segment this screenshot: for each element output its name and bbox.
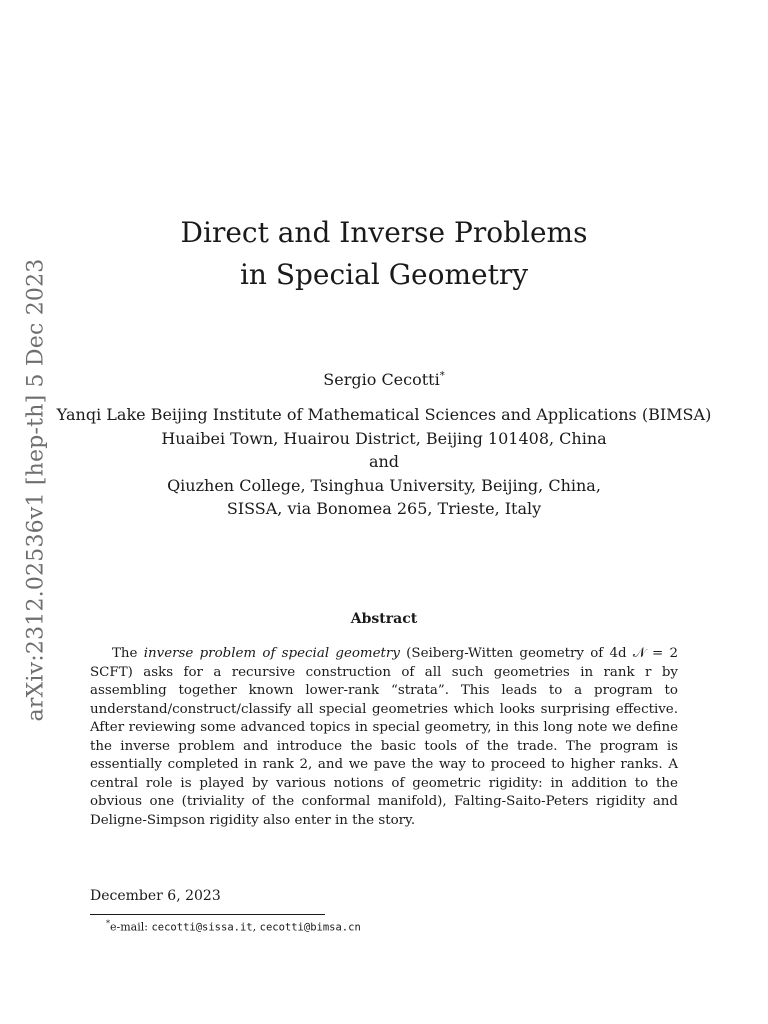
email-link-sissa[interactable]: cecotti@sissa.it: [151, 921, 253, 934]
author-footnote-mark[interactable]: *: [439, 370, 445, 382]
paper-date: December 6, 2023: [90, 888, 221, 904]
affiliation-line: SISSA, via Bonomea 265, Trieste, Italy: [226, 499, 542, 518]
author-block: [0, 370, 768, 389]
footnote-divider: [90, 914, 325, 915]
author-name: Sergio Cecotti: [323, 370, 440, 389]
affiliation-line: Huaibei Town, Huairou District, Beijing 101408, China: [161, 428, 607, 448]
abstract-emphasis: inverse problem of special geometry: [143, 646, 400, 661]
abstract-heading: Abstract: [350, 611, 418, 627]
arxiv-identifier-stamp: arXiv:2312.02536v1 [hep-th] 5 Dec 2023: [23, 258, 49, 722]
footnote-separator: ,: [252, 920, 260, 934]
affiliation-line: Yanqi Lake Beijing Institute of Mathematical Sciences and Applications (BIMSA): [56, 405, 712, 424]
paper-title: [0, 212, 768, 296]
abstract-body: [90, 645, 678, 830]
affiliation-block: [0, 403, 768, 521]
affiliation-line: and: [368, 452, 400, 471]
footnote-mark: *: [106, 919, 110, 928]
abstract-text: (Seiberg-Witten geometry of 4d 𝒩 = 2 SCFT) asks for a recursive construction of all such geometries in rank r by assembling together known lower-rank “strata”. This leads to a program to understand/construct/classify all special geometries which looks surprising effective. After reviewing some advanced topics in special geometry, in this long note we define the inverse problem and introduce the basic tools of the trade. The program is essentially completed in rank 2, and we pave the way to proceed to higher ranks. A central role is played by various notions of geometric rigidity: in addition to the obvious one (triviality of the conformal manifold), Falting-Saito-Peters rigidity and Deligne-Simpson rigidity also enter in the story.: [90, 646, 678, 828]
abstract-lead: The: [112, 646, 144, 661]
email-link-bimsa[interactable]: cecotti@bimsa.cn: [259, 921, 361, 934]
paper-title-line-1: Direct and Inverse Problems: [180, 216, 588, 249]
footnote-label: e-mail:: [110, 920, 152, 934]
affiliation-line: Qiuzhen College, Tsinghua University, Beijing, China,: [167, 475, 601, 495]
paper-title-line-2: in Special Geometry: [239, 258, 529, 291]
footnote: [106, 919, 361, 934]
